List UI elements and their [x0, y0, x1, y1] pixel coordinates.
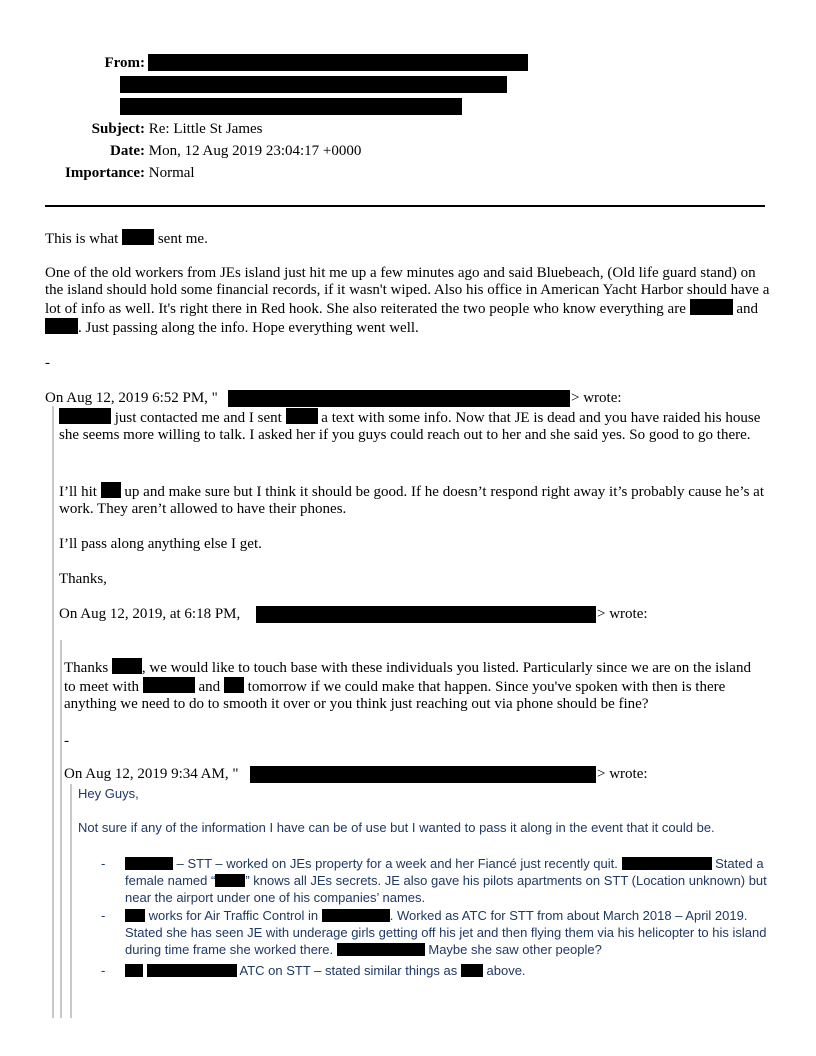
- date-row: [0, 143, 361, 160]
- subject-row: [0, 121, 263, 138]
- signature-dash: -: [45, 355, 50, 371]
- date-value: Mon, 12 Aug 2019 23:04:17 +0000: [148, 143, 362, 159]
- email-header: [0, 55, 816, 185]
- redaction: [122, 229, 154, 245]
- quote2-header: [59, 606, 240, 623]
- quote3-header: [64, 766, 238, 783]
- quote1-paragraph-1: [59, 408, 769, 444]
- subject-label: Subject:: [91, 121, 145, 137]
- quote2-dash: -: [64, 733, 69, 749]
- redaction-from-2: [120, 76, 507, 93]
- bullet-dash: -: [101, 963, 106, 978]
- bullet-dash: -: [101, 908, 106, 923]
- text-span: On Aug 12, 2019, at 6:18 PM,: [59, 606, 241, 622]
- redaction: [59, 408, 111, 424]
- quote2-paragraph-1: [64, 658, 766, 713]
- quote1-paragraph-2: [59, 482, 771, 518]
- importance-row: [0, 165, 195, 182]
- redaction: [690, 299, 733, 315]
- redaction: [45, 318, 78, 334]
- text-span: up and make sure but I think it should be good. If he doesn’t respond right away it’s probably cause he’s at work. They aren’t allowed to have their phones.: [59, 484, 765, 517]
- bullet-item-2: [101, 907, 767, 958]
- importance-label: Importance:: [65, 165, 145, 181]
- importance-value: Normal: [148, 165, 195, 181]
- text-span: One of the old workers from JEs island just hit me up a few minutes ago and said Bluebeach, (Old life guard stand) on the island should hold some financial records, if it wasn't wiped. Also his office in American Yacht Harbor should have a lot of info as well. It's right there in Red hook. She also reiterated the two people who know everything are: [45, 265, 770, 317]
- text-span: , we would like to touch base with these individuals you listed. Particularly since we are on the island to meet with: [64, 660, 751, 695]
- quote3-greeting: Hey Guys,: [78, 786, 139, 801]
- subject-value: Re: Little St James: [148, 121, 263, 137]
- redaction: [215, 874, 245, 887]
- text-span: and: [198, 679, 221, 695]
- quote-bar-2: [60, 640, 62, 1018]
- text-span: ATC on STT – stated similar things as: [239, 963, 458, 978]
- text-span: and: [736, 301, 759, 317]
- text-span: sent me.: [157, 231, 208, 247]
- redaction: [622, 857, 712, 870]
- redaction: [286, 408, 318, 424]
- quote3-intro: Not sure if any of the information I have can be of use but I wanted to pass it along in the event that it could be.: [78, 820, 715, 835]
- quote1-paragraph-4: Thanks,: [59, 571, 107, 587]
- text-span: Maybe she saw other people?: [428, 942, 602, 957]
- text-span: Stated a female named “: [125, 856, 764, 888]
- bullet-item-3: [101, 962, 767, 979]
- text-span: Thanks: [64, 660, 109, 676]
- text-span: – STT – worked on JEs property for a week and her Fiancé just recently quit.: [176, 856, 618, 871]
- header-divider: [45, 205, 765, 207]
- redaction: [101, 482, 121, 498]
- redaction: [322, 909, 390, 922]
- redaction-quote3-sender: [250, 766, 596, 783]
- text-span: tomorrow if we could make that happen. Since you've spoken with then is there anything we need to do to smooth it over or you think just reaching out via phone should be fine?: [64, 679, 726, 712]
- quote-bar-1: [52, 406, 54, 1018]
- message-paragraph-2: [45, 265, 770, 337]
- quote1-header-end: > wrote:: [571, 390, 622, 406]
- redaction: [112, 658, 142, 674]
- text-span: ” knows all JEs secrets. JE also gave his pilots apartments on STT (Location unknown) but near the airport under one of his companies’ names.: [125, 873, 767, 905]
- text-span: On Aug 12, 2019 6:52 PM, ": [45, 390, 218, 406]
- text-span: . Worked as ATC for STT from about March 2018 – April 2019. Stated she has seen JE with underage girls getting off his jet and then flying them via his helicopter to his island during time frame she worked there.: [125, 908, 767, 957]
- bullet-dash: -: [101, 856, 106, 871]
- text-span: above.: [486, 963, 526, 978]
- redaction: [147, 964, 237, 977]
- text-span: On Aug 12, 2019 9:34 AM, ": [64, 766, 239, 782]
- quote-bar-3: [70, 784, 72, 1018]
- redaction-from-3: [120, 98, 462, 115]
- redaction-quote2-sender: [256, 606, 596, 623]
- redaction: [337, 943, 425, 956]
- text-span: This is what: [45, 231, 119, 247]
- redaction: [224, 677, 244, 693]
- redaction: [143, 677, 195, 693]
- text-span: I’ll hit: [59, 484, 97, 500]
- from-label: From:: [104, 55, 145, 71]
- redaction: [125, 964, 143, 977]
- redaction: [461, 964, 483, 977]
- text-span: a text with some info. Now that JE is dead and you have raided his house she seems more willing to talk. I asked her if you guys could reach out to her and she said yes. So good to go there.: [59, 410, 761, 443]
- quote3-header-end: > wrote:: [597, 766, 648, 782]
- date-label: Date:: [110, 143, 145, 159]
- redaction: [125, 857, 173, 870]
- redaction-quote1-sender: [228, 390, 570, 407]
- text-span: just contacted me and I sent: [114, 410, 282, 426]
- quote1-paragraph-3: I’ll pass along anything else I get.: [59, 536, 262, 552]
- from-row: [0, 55, 145, 72]
- redaction-from-1: [148, 54, 528, 71]
- bullet-item-1: [101, 855, 767, 906]
- quote2-header-end: > wrote:: [597, 606, 648, 622]
- message-line-1: [45, 229, 765, 248]
- text-span: works for Air Traffic Control in: [148, 908, 319, 923]
- text-span: . Just passing along the info. Hope everything went well.: [78, 320, 419, 336]
- redaction: [125, 909, 145, 922]
